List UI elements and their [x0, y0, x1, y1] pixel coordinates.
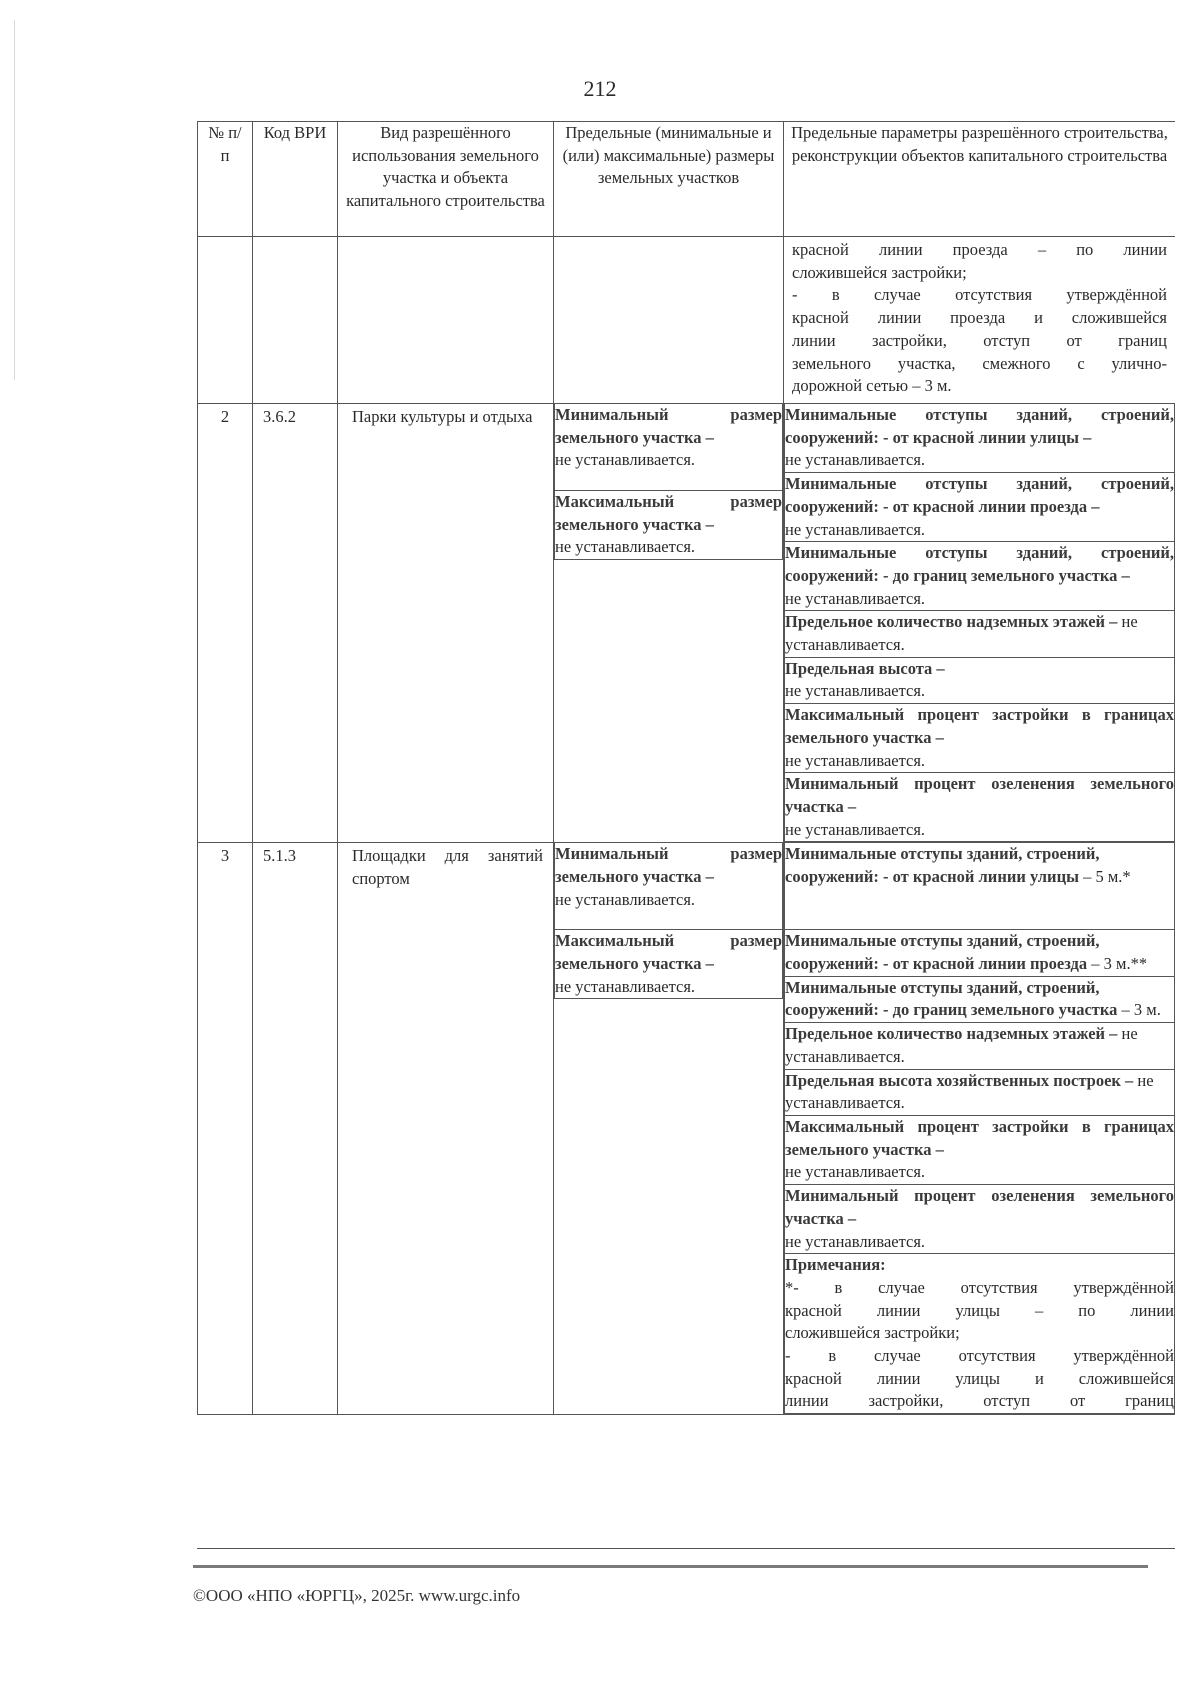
cont-code	[253, 237, 338, 404]
cont-line: сложившейся застройки;	[792, 262, 967, 282]
cont-num	[198, 237, 253, 404]
footer-copyright: ©ООО «НПО «ЮРГЦ», 2025г. www.urgc.info	[193, 1586, 521, 1605]
size-cell: Минимальный размер земельного участка – не устанавливается.	[555, 404, 783, 491]
row-code: 3.6.2	[253, 404, 338, 843]
row-params	[784, 843, 1176, 1415]
param-cell: Максимальный процент застройки в границах земельного участка – не устанавливается.	[785, 1115, 1175, 1184]
cont-line: красной линии проезда и сложившейся	[792, 308, 1167, 328]
regulations-table	[197, 121, 1175, 1415]
note-line: сложившейся застройки;	[785, 1323, 960, 1343]
cont-line: - в случае отсутствия утверждённой	[792, 285, 1167, 305]
header-code: Код ВРИ	[253, 122, 338, 237]
note-line: линии застройки, отступ от границ	[785, 1391, 1174, 1411]
continuation-row	[198, 237, 1176, 404]
footer-divider	[193, 1565, 1148, 1568]
row-vri: Парки культуры и отдыха	[338, 404, 554, 843]
regulations-table-sheet	[197, 121, 1175, 1549]
cont-sizes	[554, 237, 784, 404]
row-sizes	[554, 404, 784, 843]
row-params	[784, 404, 1176, 843]
header-vri: Вид разрешённого использования земельного участка и объекта капитального строительства	[338, 122, 554, 237]
param-cell: Минимальный процент озеленения земельного участка – не устанавливается.	[785, 1185, 1175, 1254]
cont-line: земельного участка, смежного с улично-	[792, 353, 1167, 373]
param-cell: Минимальный процент озеленения земельного участка – не устанавливается.	[785, 773, 1175, 842]
param-cell: Минимальные отступы зданий, строений, сооружений: - от красной линии проезда – 3 м.**	[785, 930, 1175, 976]
notes-cell	[785, 1254, 1175, 1414]
note-line: - в случае отсутствия утверждённой	[785, 1346, 1174, 1366]
param-cell: Минимальные отступы зданий, строений, сооружений: - от красной линии проезда – не устанавливается.	[785, 473, 1175, 542]
row-num: 2	[198, 404, 253, 843]
scan-margin-line	[14, 20, 15, 380]
row-vri: Площадки для занятий спортом	[338, 843, 554, 1415]
cont-line: линии застройки, отступ от границ	[792, 330, 1167, 350]
cont-line: красной линии проезда – по линии	[792, 240, 1167, 259]
header-num: № п/п	[198, 122, 253, 237]
param-cell: Максимальный процент застройки в границах земельного участка – не устанавливается.	[785, 704, 1175, 773]
param-cell: Предельная высота хозяйственных построек – не устанавливается.	[785, 1069, 1175, 1115]
param-cell: Предельное количество надземных этажей – не устанавливается.	[785, 611, 1175, 657]
table-row	[198, 404, 1176, 843]
cont-vri	[338, 237, 554, 404]
param-cell: Предельная высота – не устанавливается.	[785, 657, 1175, 703]
page-number: 212	[583, 76, 617, 101]
header-params: Предельные параметры разрешённого строительства, реконструкции объектов капитального строительства	[784, 122, 1176, 237]
note-line: *- в случае отсутствия утверждённой	[785, 1277, 1174, 1297]
notes-title: Примечания:	[785, 1255, 886, 1275]
cont-params	[784, 237, 1176, 404]
param-cell: Минимальные отступы зданий, строений, сооружений: - от красной линии улицы – не устанавливается.	[785, 404, 1175, 473]
param-cell: Минимальные отступы зданий, строений, сооружений: - до границ земельного участка – 3 м.	[785, 976, 1175, 1022]
table-row	[198, 843, 1176, 1415]
row-num: 3	[198, 843, 253, 1415]
cont-line: дорожной сетью – 3 м.	[792, 376, 952, 396]
size-cell: Минимальный размер земельного участка – не устанавливается.	[555, 843, 783, 930]
note-line: красной линии улицы – по линии	[785, 1300, 1174, 1320]
size-cell: Максимальный размер земельного участка – не устанавливается.	[555, 930, 783, 999]
param-cell: Минимальные отступы зданий, строений, сооружений: - от красной линии улицы – 5 м.*	[785, 843, 1175, 930]
row-code: 5.1.3	[253, 843, 338, 1415]
row-sizes	[554, 843, 784, 1415]
param-cell: Минимальные отступы зданий, строений, сооружений: - до границ земельного участка – не устанавливается.	[785, 542, 1175, 611]
param-cell: Предельное количество надземных этажей – не устанавливается.	[785, 1023, 1175, 1069]
size-cell: Максимальный размер земельного участка – не устанавливается.	[555, 491, 783, 560]
table-header-row	[198, 122, 1176, 237]
note-line: красной линии улицы и сложившейся	[785, 1368, 1174, 1388]
header-sizes: Предельные (минимальные и (или) максимальные) размеры земельных участков	[554, 122, 784, 237]
